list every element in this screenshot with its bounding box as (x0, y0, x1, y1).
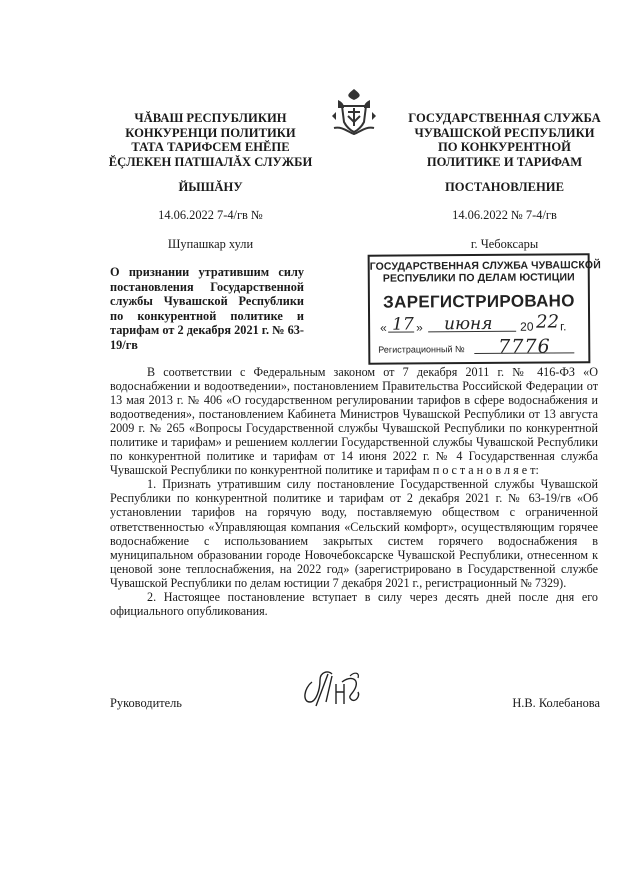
registration-stamp (368, 253, 601, 365)
stamp-line-1: ГОСУДАРСТВЕННАЯ СЛУЖБА ЧУВАШСКОЙ (369, 259, 601, 273)
stamp-year-suffix: 22 (536, 311, 560, 333)
chuvash-emblem-icon (328, 86, 380, 138)
right-place: г. Чебоксары (470, 237, 539, 251)
document-body (110, 365, 598, 618)
left-doc-type: ЙЫШĂНУ (178, 180, 243, 194)
paragraph-item-1: 1. Признать утратившим силу постановление Государственной службы Чувашской Республики по конкурентной политике и тарифам от 2 декабря 2021 г. № 63-19/гв «Об установлении тарифов на горячую воду, поставляемую обществом с ограниченной ответственностью «Управляющая компания «Сельский комфорт», осуществляющим горячее водоснабжение с использованием закрытых систем горячего водоснабжения в муниципальном образовании городе Новочебоксарске Чувашской Республики, отнесенном к ценовой зоне теплоснабжения, на 2022 год» (зарегистрировано в Государственной службе Чувашской Республики по делам юстиции 7 декабря 2021 г., регистрационный № 7329). (110, 477, 598, 590)
decree-keyword: п о с т а н о в л я е т: (432, 463, 539, 478)
stamp-registered: ЗАРЕГИСТРИРОВАНО (383, 291, 575, 312)
right-header-line-3: ПО КОНКУРЕНТНОЙ (438, 140, 571, 155)
left-header-line-2: КОНКУРЕНЦИ ПОЛИТИКИ (125, 125, 296, 140)
stamp-day: 17 (392, 314, 414, 335)
left-place: Шупашкар хули (167, 237, 254, 251)
signer-name: Н.В. Колебанова (512, 696, 600, 710)
stamp-month: июня (444, 313, 493, 335)
paragraph-preamble: В соответствии с Федеральным законом от 7 декабря 2011 г. № 416-ФЗ «О водоснабжении и водоотведении», постановлением Правительства Российской Федерации от 13 мая 2013 г. № 406 «О государственном регулировании тарифов в сфере водоснабжения и водоотведения», постановлением Кабинета Министров Чувашской Республики от 13 августа 2009 г. № 265 «Вопросы Государственной службы Чувашской Республики по конкурентной политике и тарифам» и решением коллегии Государственной службы Чувашской Республики по конкурентной политике и тарифам от 14 июня 2022 г. № 4 Государственная служба Чувашской Республики по конкурентной политике и тарифам п о с т а н о в л я е т: (110, 365, 598, 478)
right-header (402, 111, 607, 169)
handwritten-signature (298, 662, 378, 712)
right-header-line-4: ПОЛИТИКЕ И ТАРИФАМ (426, 154, 583, 169)
left-header-line-1: ЧĂВАШ РЕСПУБЛИКИН (134, 111, 287, 125)
stamp-reg-number: 7776 (498, 335, 551, 358)
right-header-line-2: ЧУВАШСКОЙ РЕСПУБЛИКИ (414, 125, 595, 140)
left-header (108, 111, 313, 169)
paragraph-item-2: 2. Настоящее постановление вступает в силу через десять дней после дня его официального опубликования. (110, 589, 598, 618)
stamp-year-prefix: 20 (520, 319, 534, 334)
stamp-reg-row (370, 337, 588, 359)
stamp-year-end: г. (560, 319, 567, 334)
stamp-line-2: РЕСПУБЛИКИ ПО ДЕЛАМ ЮСТИЦИИ (382, 271, 575, 285)
right-header-line-1: ГОСУДАРСТВЕННАЯ СЛУЖБА (408, 111, 601, 125)
left-date-number: 14.06.2022 7-4/гв № (158, 208, 263, 222)
left-header-line-4: ĔÇЛЕКЕН ПАТШАЛĂХ СЛУЖБИ (108, 154, 313, 169)
signer-position: Руководитель (110, 696, 182, 710)
right-doc-type: ПОСТАНОВЛЕНИЕ (445, 180, 564, 194)
stamp-reg-label: Регистрационный № (378, 344, 465, 355)
right-date-number: 14.06.2022 № 7-4/гв (452, 208, 557, 222)
left-header-line-3: ТАТА ТАРИФСЕМ ЕНĔПЕ (131, 140, 290, 155)
stamp-date-row: « 17 » июня 20 22 г. (380, 311, 567, 335)
document-title: О признании утратившим силу постановления Государственной службы Чувашской Республики по конкурентной политике и тарифам от 2 декабря 2021 г. № 63-19/гв (110, 265, 304, 352)
